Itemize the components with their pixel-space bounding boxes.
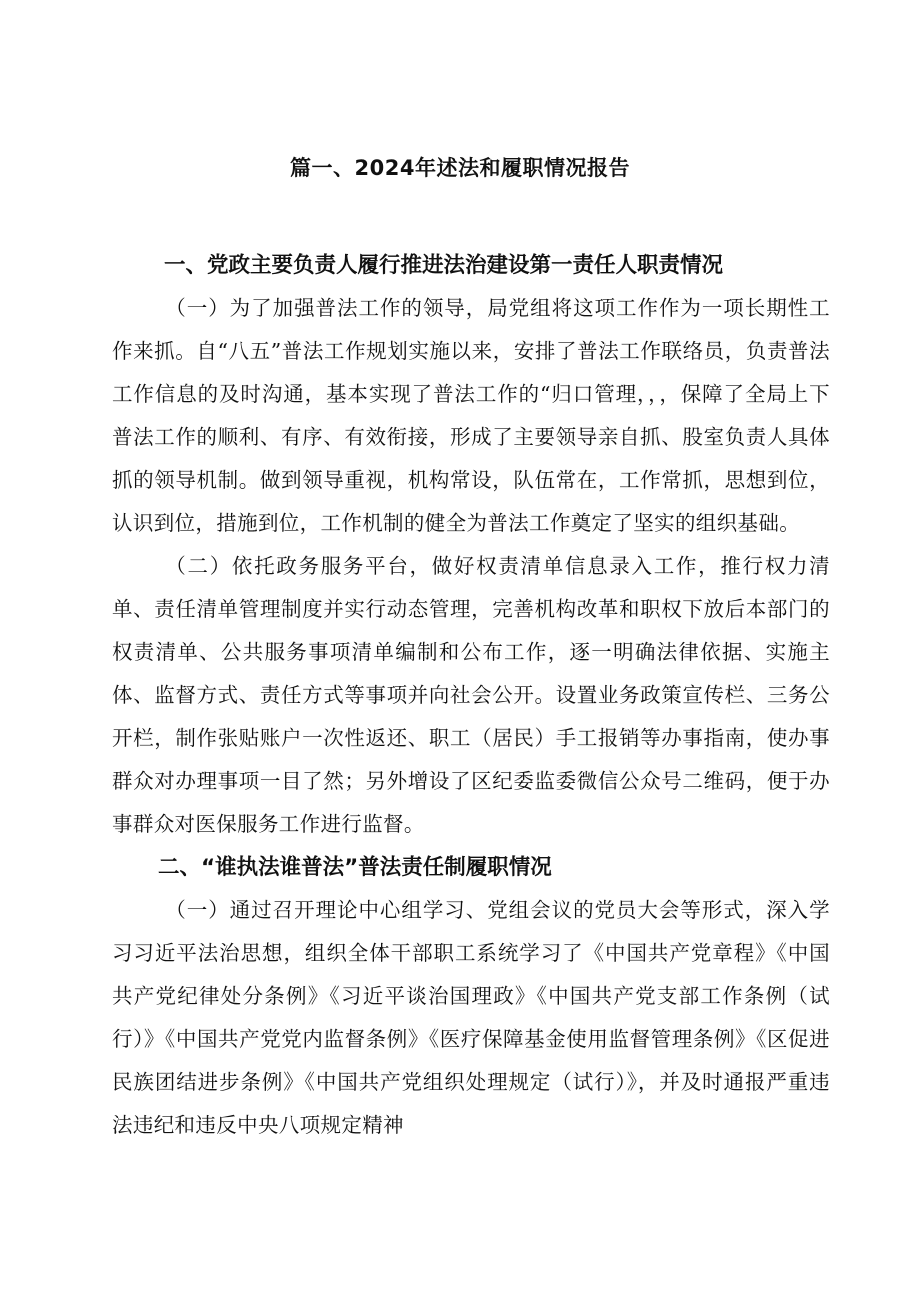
document-title: 篇一、2024年述法和履职情况报告 bbox=[290, 156, 630, 180]
paragraph-1-2: （二）依托政务服务平台，做好权责清单信息录入工作，推行权力清单、责任清单管理制度并实行动态管理，完善机构改革和职权下放后本部门的权责清单、公共服务事项清单编制和公布工作，逐一明确法律依据、实施主体、监督方式、责任方式等事项并向社会公开。设置业务政策宣传栏、三务公开栏，制作张贴账户一次性返还、职工（居民）手工报销等办事指南，使办事群众对办理事项一目了然；另外增设了区纪委监委微信公众号二维码，便于办事群众对医保服务工作进行监督。 bbox=[112, 554, 830, 836]
section-heading-1: 一、党政主要负责人履行推进法治建设第一责任人职责情况 bbox=[164, 253, 724, 278]
section-heading-2: 二、“谁执法谁普法”普法责任制履职情况 bbox=[158, 855, 552, 880]
paragraph-2-1: （一）通过召开理论中心组学习、党组会议的党员大会等形式，深入学习习近平法治思想，组织全体干部职工系统学习了《中国共产党章程》《中国共产党纪律处分条例》《习近平谈治国理政》《中国共产党支部工作条例（试行）》《中国共产党党内监督条例》《医疗保障基金使用监督管理条例》《区促进民族团结进步条例》《中国共产党组织处理规定（试行）》，并及时通报严重违法违纪和违反中央八项规定精神 bbox=[112, 898, 830, 1137]
document-body bbox=[112, 244, 830, 1147]
paragraph-1-1: （一）为了加强普法工作的领导，局党组将这项工作作为一项长期性工作来抓。自“八五”普法工作规划实施以来，安排了普法工作联络员，负责普法工作信息的及时沟通，基本实现了普法工作的“归口管理，，，保障了全局上下普法工作的顺利、有序、有效衔接，形成了主要领导亲自抓、股室负责人具体抓的领导机制。做到领导重视，机构常设，队伍常在，工作常抓，思想到位，认识到位，措施到位，工作机制的健全为普法工作奠定了坚实的组织基础。 bbox=[112, 296, 830, 535]
